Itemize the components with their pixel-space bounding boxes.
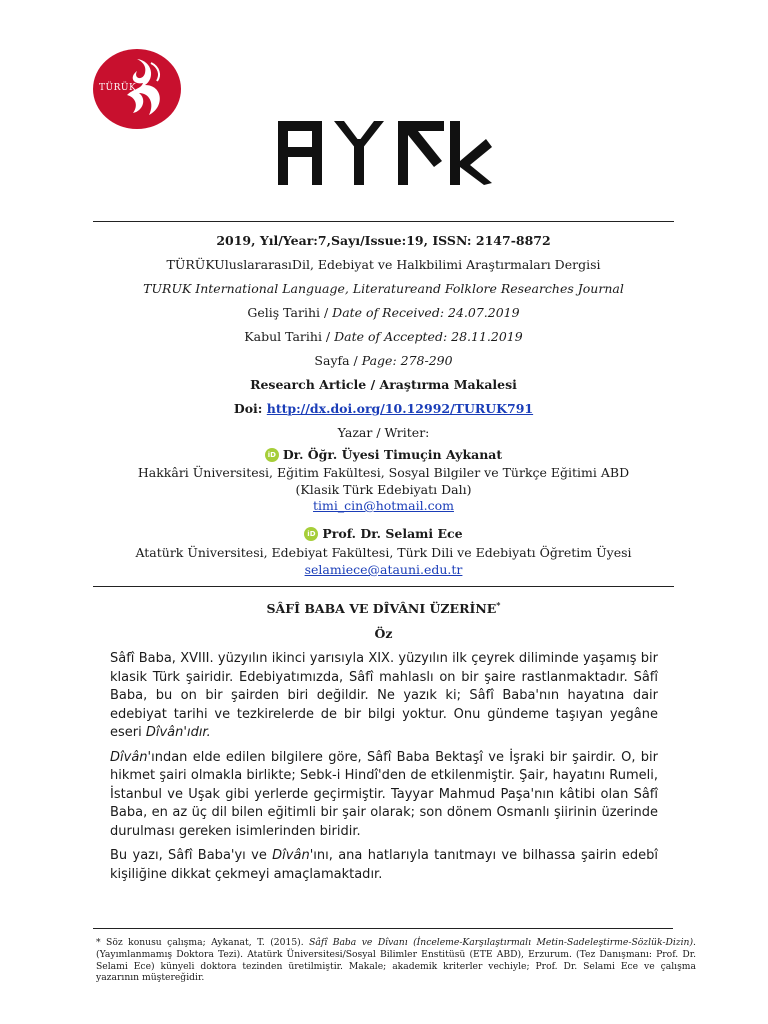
- footnote-text-b: (Yayımlanmamış Doktora Tezi). Atatürk Üniversitesi/Sosyal Bilimler Enstitüsü (ETE ABD), Erzurum. (Tez Danışmanı: Prof. Dr. Selami Ece) künyeli doktora tezinden üretilmiştir. Makale; akademik kriterler vechiyle; Prof. Dr. Selami Ece ve çalışma yazarının müştereğidir.: [96, 948, 696, 984]
- author-1-name-line: [93, 447, 674, 462]
- accepted-label: Kabul Tarihi /: [244, 329, 331, 344]
- author-1-affiliation-2: (Klasik Türk Edebiyatı Dalı): [295, 482, 472, 497]
- abstract-paragraph-3: [110, 847, 658, 884]
- article-type: Research Article / Araştırma Makalesi: [250, 377, 517, 392]
- doi-line: [93, 401, 674, 416]
- author-1-email-link[interactable]: timi_cin@hotmail.com: [313, 498, 454, 513]
- accepted-date: [93, 329, 674, 344]
- runic-masthead: [278, 121, 493, 185]
- page-label: Sayfa /: [314, 353, 358, 368]
- author-2-name-line: [93, 526, 674, 541]
- orcid-icon[interactable]: iD: [304, 527, 318, 541]
- abstract-p3-italic: Dîvân: [272, 848, 310, 863]
- footnote: [96, 937, 696, 984]
- author-2-affiliation: Atatürk Üniversitesi, Edebiyat Fakültesi, Türk Dili ve Edebiyatı Öğretim Üyesi: [135, 545, 632, 560]
- doi-link[interactable]: http://dx.doi.org/10.12992/TURUK791: [266, 401, 534, 416]
- accepted-value: Date of Accepted: 28.11.2019: [334, 329, 523, 344]
- footnote-italic: Sâfî Baba ve Dîvanı (İnceleme-Karşılaştırmalı Metin-Sadeleştirme-Sözlük-Dizin).: [309, 937, 696, 948]
- abstract-body: [110, 650, 658, 884]
- author-2-name: Prof. Dr. Selami Ece: [322, 526, 463, 541]
- journal-logo: [93, 49, 181, 129]
- logo-text: TÜRÜK: [99, 83, 137, 93]
- doi-label: Doi:: [233, 401, 267, 416]
- footnote-rule: [93, 928, 673, 929]
- title-rule: [93, 586, 674, 587]
- abstract-paragraph-1: [110, 650, 658, 743]
- abstract-p2-italic: Dîvân: [110, 749, 148, 765]
- header-rule: [93, 221, 674, 222]
- footnote-text-a: * Söz konusu çalışma; Aykanat, T. (2015).: [96, 937, 310, 948]
- abstract-p3-text-a: Bu yazı, Sâfî Baba'yı ve: [110, 848, 273, 863]
- received-value: Date of Received: 24.07.2019: [332, 305, 520, 320]
- issue-line: 2019, Yıl/Year:7,Sayı/Issue:19, ISSN: 2147-8872: [216, 233, 551, 248]
- page-value: Page: 278-290: [361, 353, 453, 368]
- author-1-name: Dr. Öğr. Üyesi Timuçin Aykanat: [282, 447, 503, 462]
- orcid-icon[interactable]: iD: [265, 448, 279, 462]
- abstract-heading: Öz: [374, 626, 393, 641]
- article-title-text: SÂFÎ BABA VE DÎVÂNI ÜZERİNE: [266, 601, 497, 617]
- abstract-p1-text: Sâfî Baba, XVIII. yüzyılın ikinci yarısıyla XIX. yüzyılın ilk çeyrek diliminde yaşamış bir klasik Türk şairidir. Edebiyatımızda, Sâfî mahlaslı on bir şaire rastlanmaktadır. Sâfî Baba, bu on bir şairden biri değildir. Ne yazık ki; Sâfî Baba'nın hayatına dair edebiyat tarihi ve tezkirelerde de bir bilgi yoktur. Onu gündeme taşıyan yegâne eseri: [110, 651, 658, 740]
- abstract-p3-text-b: 'ını, ana hatlarıyla tanıtmayı ve bilhassa şairin edebî kişiliğine dikkat çekmeyi amaçlamaktadır.: [110, 848, 658, 882]
- journal-title-tr: TÜRÜKUluslararasıDil, Edebiyat ve Halkbilimi Araştırmaları Dergisi: [166, 257, 601, 272]
- author-2-email-link[interactable]: selamiece@atauni.edu.tr: [304, 562, 463, 577]
- writer-label: Yazar / Writer:: [337, 425, 430, 440]
- received-label: Geliş Tarihi /: [247, 305, 329, 320]
- abstract-p2-text: 'ından elde edilen bilgilere göre, Sâfî Baba Bektaşî ve İşraki bir şairdir. O, bir hikmet şairi olmakla birlikte; Sebk-i Hindî'den de etkilenmiştir. Şair, hayatını Rumeli, İstanbul ve Uşak gibi yerlerde geçirmiştir. Tayyar Mahmud Paşa'nın kâtibi olan Sâfî Baba, en az üç dil bilen eğitimli bir şair olarak; son dönem Osmanlı şiirinin üzerinde durulması gereken isimlerinden biridir.: [110, 749, 658, 839]
- article-title: [93, 600, 674, 616]
- title-footnote-mark: *: [496, 600, 501, 610]
- author-1-affiliation: Hakkâri Üniversitesi, Eğitim Fakültesi, Sosyal Bilgiler ve Türkçe Eğitimi ABD: [137, 465, 630, 480]
- abstract-p1-italic: Dîvân'ıdır.: [145, 725, 211, 740]
- abstract-paragraph-2: [110, 749, 658, 842]
- author-1-email: [93, 498, 674, 513]
- received-date: [93, 305, 674, 320]
- author-2-email: [93, 562, 674, 577]
- page-range: [93, 353, 674, 368]
- journal-title-en: TURUK International Language, Literatureand Folklore Researches Journal: [143, 281, 624, 296]
